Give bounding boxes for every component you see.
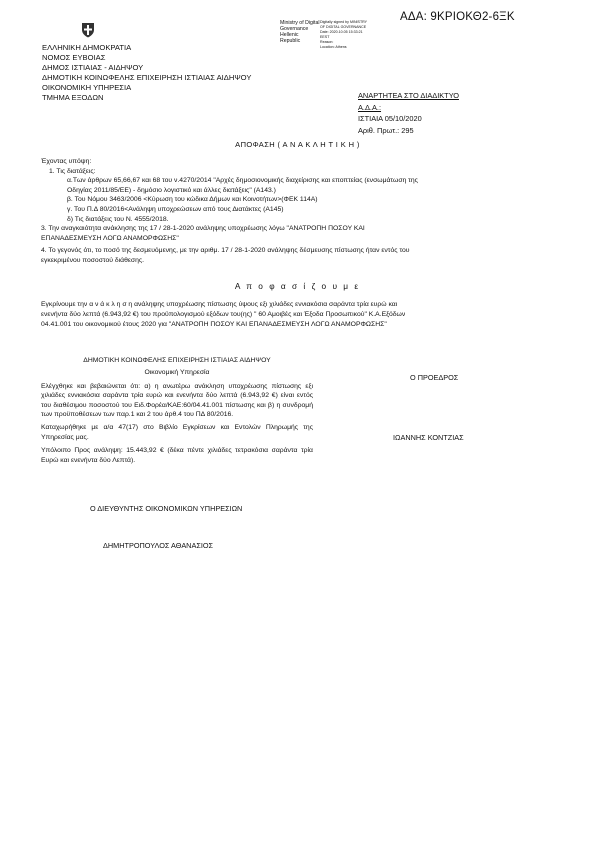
considering-item-c: γ. Του Π.Δ 80/2016<Ανάληψη υποχρεώσεων από τους Διατάκτες (Α145) xyxy=(67,205,284,213)
considering-item-4-cont: εγκεκριμένου ποσοστού διάθεσης. xyxy=(41,256,145,264)
considering-item-1: 1. Τις διατάξεις: xyxy=(49,167,96,175)
header-line: ΔΗΜΟΤΙΚΗ ΚΟΙΝΩΦΕΛΗΣ ΕΠΙΧΕΙΡΗΣΗ ΙΣΤΙΑΙΑΣ ΑΙΔΗΨΟΥ xyxy=(42,72,252,82)
signature-right-line: Date: 2020.10.05 15:33:21 xyxy=(320,30,363,34)
decision-line: ενενήντα δύο λεπτά (6.943,92 €) του προϋπολογισμού εξόδων του(ης) " 60 Αμοιβές και Έξοδα Προσωπικού" Κ.Α.Εξόδων xyxy=(41,311,406,318)
director-title: Ο ΔΙΕΥΘΥΝΤΗΣ ΟΙΚΟΝΟΜΙΚΩΝ ΥΠΗΡΕΣΙΩΝ xyxy=(90,504,243,513)
considering-item-a-cont: Οδηγίας 2011/85/ΕΕ) - δημόσιο λογιστικό και άλλες διατάξεις" (Α143.) xyxy=(67,186,276,194)
director-name: ΔΗΜΗΤΡΟΠΟΥΛΟΣ ΑΘΑΝΑΣΙΟΣ xyxy=(103,541,214,550)
greek-emblem-icon xyxy=(81,22,95,43)
signature-left-line: Governance xyxy=(280,26,309,32)
considering-item-4: 4. Το γεγονός ότι, το ποσό της δεσμευόμενης, με την αριθμ. 17 / 28-1-2020 ανάληψης δέσμευσης πίστωσης ήταν εντός του xyxy=(41,247,410,255)
document-title: ΑΠΟΦΑΣΗ ( Α Ν Α Κ Λ Η Τ Ι Κ Η ) xyxy=(235,140,360,149)
posting-info xyxy=(358,90,459,136)
considering-item-3: 3. Την αναγκαιότητα ανάκλησης της 17 / 28-1-2020 ανάληψης υποχρέωσης λόγω "ΑΝΑΤΡΟΠΗ ΠΟΣΟΥ ΚΑΙ xyxy=(41,225,365,233)
finance-service: Οικονομική Υπηρεσία xyxy=(144,369,210,377)
signature-left-line: Hellenic Republic xyxy=(280,32,301,44)
decide-heading: Α π ο φ α σ ί ζ ο υ μ ε xyxy=(234,281,361,291)
finance-paragraph-2: Καταχωρήθηκε με α/α 47(17) στο Βιβλίο Εγκρίσεων και Εντολών Πληρωμής της Υπηρεσίας μας. xyxy=(41,424,313,441)
finance-paragraph-1: Ελέγχθηκε και βεβαιώνεται ότι: α) η ανωτέρω ανάκληση υποχρέωσης πίστωσης εξι χιλιάδες εννιακόσια σαράντα τρία ευρώ και ενενήντα δύο λεπτά (6.943,92 €) είναι εντός του διαθέσιμου ποσοστού του Ειδ.Φορέα/ΚΑΕ:60/04.41.001 πίστωσης και β) η συνδρομή των προϋποθέσεων των παρ.1 και 2 του άρθ.4 του ΠΔ 80/2016. xyxy=(41,382,313,419)
signature-right-line: Location: Athens xyxy=(320,45,347,49)
considerations xyxy=(41,157,553,266)
header-line: ΔΗΜΟΣ ΙΣΤΙΑΙΑΣ - ΑΙΔΗΨΟΥ xyxy=(42,62,144,72)
considering-item-3-cont: ΕΠΑΝΑΔΕΣΜΕΥΣΗ ΛΟΓΩ ΑΝΑΜΟΡΦΩΣΗΣ" xyxy=(41,234,179,242)
finance-verification xyxy=(41,356,313,465)
signature-right-line: EEST xyxy=(320,35,330,39)
ada-label: Α.Δ.Α.: xyxy=(358,102,382,112)
header-line: ΝΟΜΟΣ ΕΥΒΟΙΑΣ xyxy=(42,52,106,62)
considering-item-a: α.Των άρθρων 65,66,67 και 68 του ν.4270/2014 "Αρχές δημοσιονομικής διαχείρισης και εποπτείας (ενσωμάτωση της xyxy=(67,177,418,185)
considering-item-b: β. Του Νόμου 3463/2006 <Κύρωση του κώδικα Δήμων και Κοινοτήτων>(ΦΕΚ 114Α) xyxy=(67,196,318,204)
finance-org: ΔΗΜΟΤΙΚΗ ΚΟΙΝΩΦΕΛΗΣ ΕΠΙΧΕΙΡΗΣΗ ΙΣΤΙΑΙΑΣ ΑΙΔΗΨΟΥ xyxy=(83,357,271,364)
considering-intro: Έχοντας υπόψη: xyxy=(41,158,92,165)
header-line: ΟΙΚΟΝΟΜΙΚΗ ΥΠΗΡΕΣΙΑ xyxy=(42,82,132,92)
decision-line: Εγκρίνουμε την α ν ά κ λ η σ η ανάληψης υποχρέωσης πίστωσης ύψους εξι χιλιάδες εννιακόσια σαράντα τρία ευρώ και xyxy=(41,301,398,308)
ada-stamp: ΑΔΑ: 9ΚΡΙΟΚΘ2-6ΞΚ xyxy=(400,11,515,23)
considering-item-d: δ) Τις διατάξεις του Ν. 4555/2018. xyxy=(67,215,169,223)
decision-text xyxy=(41,300,553,330)
finance-paragraph-3: Υπόλοιπο Προς ανάληψη: 15.443,92 € (δέκα πέντε χιλιάδες τετρακόσια σαράντα τρία Ευρώ και ενενήντα δύο Λεπτά). xyxy=(41,447,313,464)
president-name: ΙΩΑΝΝΗΣ ΚΟΝΤΖΙΑΣ xyxy=(393,433,464,442)
president-title: Ο ΠΡΟΕΔΡΟΣ xyxy=(410,373,459,382)
posting-label: ΑΝΑΡΤΗΤΕΑ ΣΤΟ ΔΙΑΔΙΚΤΥΟ xyxy=(358,91,459,100)
signature-right-line: Digitally signed by MINISTRY xyxy=(320,20,368,24)
organization-header xyxy=(42,43,322,102)
decision-line: 04.41.001 του οικονομικού έτους 2020 για "ΑΝΑΤΡΟΠΗ ΠΟΣΟΥ ΚΑΙ ΕΠΑΝΑΔΕΣΜΕΥΣΗ ΛΟΓΩ ΑΝΑΜΟΡΦΩΣΗΣ" xyxy=(41,321,387,328)
header-line: ΤΜΗΜΑ ΕΞΟΔΩΝ xyxy=(42,92,104,102)
signature-right-line: Reason: xyxy=(320,40,334,44)
protocol-number: Αριθ. Πρωτ.: 295 xyxy=(358,125,414,135)
signature-right-line: OF DIGITAL GOVERNANCE xyxy=(320,25,367,29)
signature-left-line: Ministry of Digital xyxy=(280,20,320,26)
header-line: ΕΛΛΗΝΙΚΗ ΔΗΜΟΚΡΑΤΙΑ xyxy=(42,43,132,52)
place-date: ΙΣΤΙΑΙΑ 05/10/2020 xyxy=(358,114,422,123)
